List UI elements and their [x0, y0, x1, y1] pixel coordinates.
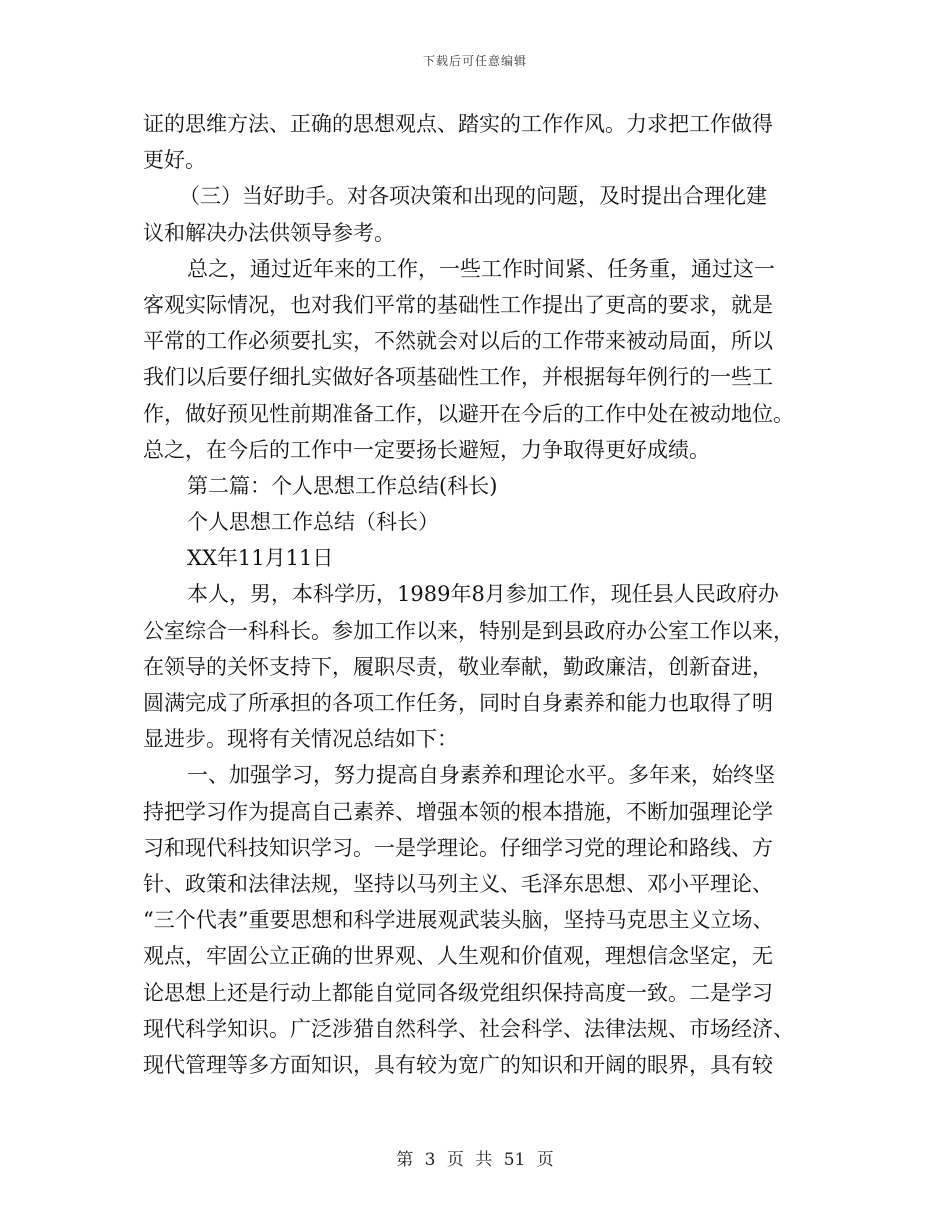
- text-line: 本人，男，本科学历，1989年8月参加工作，现任县人民政府办: [187, 582, 779, 607]
- text-line: 议和解决办法供领导参考。: [143, 220, 395, 245]
- text-line: 一、加强学习，努力提高自身素养和理论水平。多年来，始终坚: [187, 763, 775, 788]
- text-line: 公室综合一科科长。参加工作以来，特别是到县政府办公室工作以来，: [143, 618, 794, 643]
- text-line: 圆满完成了所承担的各项工作任务，同时自身素养和能力也取得了明: [143, 691, 773, 715]
- text-line: 我们以后要仔细扎实做好各项基础性工作，并根据每年例行的一些工: [143, 365, 773, 390]
- text-line: 客观实际情况，也对我们平常的基础性工作提出了更高的要求，就是: [143, 292, 773, 317]
- text-line: （三）当好助手。对各项决策和出现的问题，及时提出合理化建: [179, 184, 767, 209]
- page-header: 下载后可任意编辑: [422, 54, 527, 68]
- text-line: 在领导的关怀支持下，履职尽责，敬业奉献，勤政廉洁，创新奋进，: [143, 654, 773, 679]
- document-date: XX年11月11日: [187, 546, 334, 571]
- text-line: 作，做好预见性前期准备工作，以避开在今后的工作中处在被动地位。: [143, 401, 794, 426]
- text-line: 显进步。现将有关情况总结如下：: [143, 727, 458, 752]
- section-heading: 第二篇：个人思想工作总结(科长): [187, 473, 498, 498]
- text-line: 论思想上还是行动上都能自觉同各级党组织保持高度一致。二是学习: [143, 980, 773, 1005]
- text-line: 观点，牢固公立正确的世界观、人生观和价值观，理想信念坚定，无: [143, 944, 773, 969]
- text-line: 更好。: [143, 148, 206, 173]
- document-title: 个人思想工作总结（科长）: [187, 510, 439, 535]
- text-line: “三个代表”重要思想和科学进展观武装头脑，坚持马克思主义立场、: [143, 908, 774, 933]
- page-footer: 第 3 页 共 51 页: [396, 1150, 554, 1170]
- text-line: 现代科学知识。广泛涉猎自然科学、社会科学、法律法规、市场经济、: [143, 1016, 794, 1041]
- text-line: 针、政策和法律法规，坚持以马列主义、毛泽东思想、邓小平理论、: [143, 871, 773, 896]
- text-line: 习和现代科技知识学习。一是学理论。仔细学习党的理论和路线、方: [143, 835, 773, 860]
- text-line: 持把学习作为提高自己素养、增强本领的根本措施，不断加强理论学: [143, 799, 773, 824]
- text-line: 总之，通过近年来的工作，一些工作时间紧、任务重，通过这一: [187, 256, 775, 281]
- text-line: 平常的工作必须要扎实，不然就会对以后的工作带来被动局面，所以: [143, 329, 773, 354]
- document-body: [143, 106, 807, 1083]
- text-line: 现代管理等多方面知识，具有较为宽广的知识和开阔的眼界，具有较: [143, 1052, 773, 1077]
- text-line: 总之，在今后的工作中一定要扬长避短，力争取得更好成绩。: [143, 437, 710, 462]
- text-line: 证的思维方法、正确的思想观点、踏实的工作作风。力求把工作做得: [143, 112, 773, 136]
